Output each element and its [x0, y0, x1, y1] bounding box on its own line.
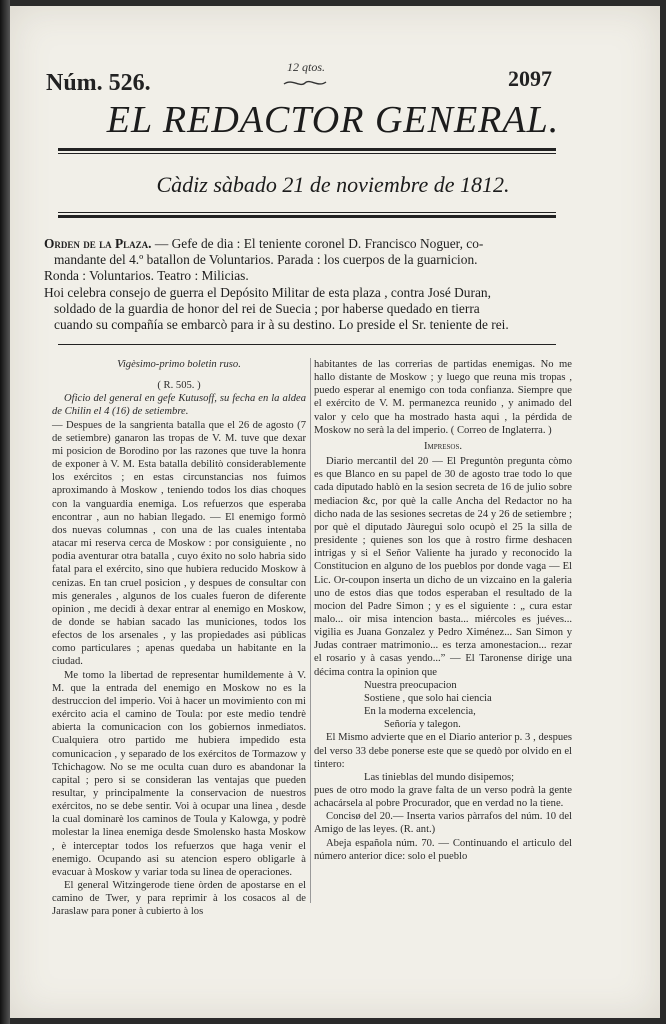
- impresos-paragraph: Diario mercantil del 20 — El Preguntòn pregunta còmo es que Blanco en su papel de 30 de agosto trae todo lo que cada diputado hablò en la sesion secreta de 16 de julio sobre mediacion &c, por què la calle Ancha del Redactor no ha dicho nada de las sesiones secretas de 24 y 26 de setiembre ; por què el diputado Jàuregui solo ocupò el 25 la silla de presidente ; quienes son los que à rostro firme deshacen intrigas y si el Señor Valiente ha jurado y reconocido la Constitucion en alguno de los pueblos por donde vaga — El Lic. Or-coupon inserta un dicho de un vizcaino en la galeria uno de estos dias que todos esperaban el resultado de la mocion del Padre Simon ; y es el siguiente : „ cura estar malo... oir misa intencion basta... miércoles es juéves... vigilia es Juana Gonzalez y Pedro Ximénez... San Simon y Judas contraer matrimonio... es terza amonestacion... rezar el rosario y à casas yendo...” — El Taronense dirige una décima contra la opinion que: [314, 456, 572, 678]
- dateline-rule-thin: [58, 212, 556, 213]
- orden-line: soldado de la guardia de honor del rei de Suecia ; por haberse quedado en tierra: [54, 300, 480, 316]
- dateline-rule-thick: [58, 215, 556, 218]
- verse-line: Sostiene , que solo hai ciencia: [364, 692, 492, 704]
- dateline: Càdiz sàbado 21 de noviembre de 1812.: [156, 172, 510, 197]
- bulletin-paragraph: Me tomo la libertad de representar humildemente à V. M. que la entrada del enemigo en Moskow no es la destruccion del imperio. Voi à hacer un movimiento con mi exército acia el camino de Toula: por este medio tendrè abierta la comunicacion con los gobiernos inmediatos. Cualquiera otro partido me hubiera impedido esta comunicacion , y separado de los exércitos de Tormazow y Tchichagow. No se me oculta cuan duro es abandonar la capital ; pero si se consideran las ventajas que pueden resultar, y principalmente la conservacion de nuestros exércitos, no se debe sentir. Voi à ocupar una linea , desde la cual dominarè los caminos de Toula y Kalowga, y podrè molestar la linea enemiga desde Smolensko hasta Moskow , è interceptar todos los refuerzos que haga venir el enemigo. Ocupando asi su atencion espero obligarle à evacuar à Moskow y variar toda su linea de operaciones.: [52, 669, 306, 878]
- impresos-paragraph: pues de otro modo la grave falta de un verso podrà la gente achacársela al pobre Procurador, que en verdad no la tiene.: [314, 785, 572, 810]
- impresos-paragraph: Concisø del 20.— Inserta varios pàrrafos del núm. 10 del Amigo de las leyes. (R. ant.): [314, 811, 572, 836]
- orden-line: — Gefe de dia : El teniente coronel D. Francisco Noguer, co-: [154, 236, 484, 251]
- impresos-paragraph: Abeja española núm. 70. — Continuando el articulo del número anterior dice: solo el pueblo: [314, 837, 572, 862]
- orden-line: cuando su compañía se embarcò para ir à su destino. Lo preside el Sr. teniente de rei.: [54, 317, 509, 333]
- book-spine: [0, 0, 10, 1024]
- bulletin-paragraph: El general Witzingerode tiene òrden de apostarse en el camino de Twer, y para reprimir à los cosacos al de Jaraslaw para poner à cubierto à los: [52, 880, 306, 918]
- masthead-title: EL REDACTOR GENERAL.: [106, 99, 560, 141]
- orden-line: mandante del 4.º batallon de Voluntarios. Parada : los cuerpos de la guarnicion.: [54, 252, 478, 268]
- bulletin-paragraph: habitantes de las correrias de partidas enemigas. No me hallo distante de Moskow ; y luego que reuna mis tropas , puedo esperar al enemigo con toda confianza. Siempre que el exército de V. M. permanezca reunido , y animado del valor y celo que ha mostrado hasta aqui , la pérdida de Moskow no serà la del imperio. ( Correo de Inglaterra. ): [314, 359, 572, 436]
- right-column: [314, 358, 572, 863]
- masthead-rule-top: [58, 148, 556, 151]
- bulletin-ref: ( R. 505. ): [157, 380, 201, 392]
- column-divider: [310, 358, 311, 903]
- verse-line: En la moderna excelencia,: [364, 706, 476, 718]
- issue-number: Núm. 526.: [46, 70, 151, 96]
- handwritten-note: 12 qtos.: [287, 60, 326, 74]
- page-number: 2097: [508, 66, 552, 91]
- verse-line: Señoría y talegon.: [384, 719, 461, 731]
- masthead-rule-thin: [58, 153, 556, 154]
- bulletin-paragraph: — Despues de la sangrienta batalla que el 26 de agosto (7 de setiembre) ganaron las tropas de V. M. tuve que dexar mi posicion de Borodino por las razones que tuve la honra de exponer à V. M. Esta batalla debilitò considerablemente los exércitos ; en estas circunstancias nos fuimos aproximando à Moskow , teniendo todos los dias choques con la vanguardia enemiga. Los refuerzos que esperaba encontrar , aun no habian llegado. — El enemigo formò dos nuevas columnas , con una de las cuales intentaba atacar mi reserva cerca de Moskow : por consiguiente , no podia aventurar otra batalla , cuyo éxito no solo habria sido fatal para el exército, sino que hubiera reducido Moskow à cenizas. En tan cruel posicion , y despues de consultar con mis generales , algunos de los cuales fueron de diferente opinion , me decidì à dexar entrar al enemigo en Moskow, de donde se habian sacado las municiones, todos los efectos de los arsenales , y las propiedades asi públicas como particulares ; apenas quedaba un habitante en la ciudad.: [52, 419, 306, 668]
- bulletin-intro: Oficio del general en gefe Kutusoff, su fecha en la aldea de Chilin el 4 (16) de setiembre.: [52, 393, 306, 418]
- bulletin-heading: Vigèsimo-primo boletin ruso.: [117, 359, 241, 370]
- verse-line: Nuestra preocupacion: [364, 679, 457, 691]
- orden-line: Ronda : Voluntarios. Teatro : Milicias.: [44, 268, 249, 284]
- orden-de-la-plaza: [44, 236, 562, 333]
- orden-label: Orden de la Plaza.: [44, 236, 152, 251]
- verse-line: Las tinieblas del mundo disipemos;: [364, 771, 515, 783]
- impresos-paragraph: El Mismo advierte que en el Diario anterior p. 3 , despues del verso 33 debe ponerse este que se quedò por olvido en el tintero:: [314, 732, 572, 770]
- impresos-heading: Impresos.: [423, 440, 463, 452]
- left-column: [52, 358, 306, 919]
- orden-line: Hoi celebra consejo de guerra el Depósito Militar de esta plaza , contra José Duran,: [44, 284, 491, 300]
- flourish-icon: [282, 76, 328, 90]
- section-rule: [58, 344, 556, 345]
